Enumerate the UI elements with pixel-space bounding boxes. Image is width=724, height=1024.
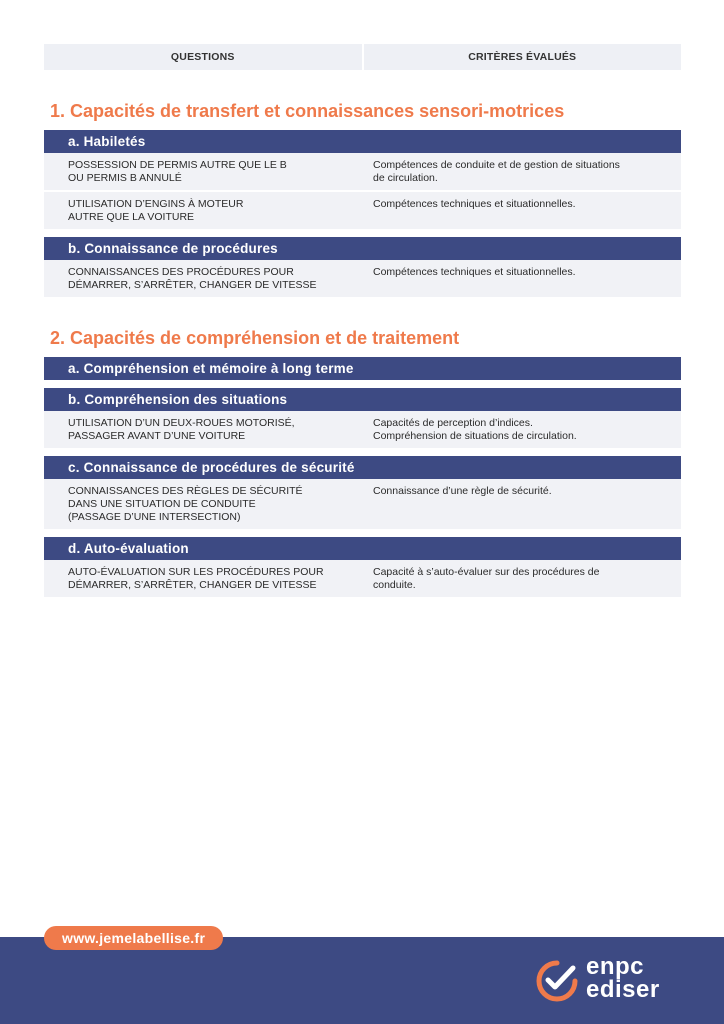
- document-content: [44, 44, 681, 597]
- criteria-cell: Compétences techniques et situationnelles.: [373, 266, 576, 278]
- subsection-header: b. Connaissance de procédures: [44, 237, 681, 260]
- criteria-cell: Connaissance d’une règle de sécurité.: [373, 485, 552, 497]
- subsection-situations: [44, 388, 681, 448]
- table-row: [44, 411, 681, 448]
- question-cell: POSSESSION DE PERMIS AUTRE QUE LE B OU PERMIS B ANNULÉ: [68, 159, 287, 184]
- enpc-ediser-logo: [534, 955, 684, 1007]
- table-row: [44, 190, 681, 229]
- logo-wordmark: [586, 955, 660, 1001]
- subsection-rows: [44, 153, 681, 229]
- table-column-header: [44, 44, 681, 70]
- logo-line-1: enpc: [586, 953, 645, 980]
- website-link[interactable]: www.jemelabellise.fr: [44, 926, 223, 950]
- subsection-securite: [44, 456, 681, 529]
- question-cell: UTILISATION D’ENGINS À MOTEUR AUTRE QUE LA VOITURE: [68, 198, 244, 223]
- subsection-habiletes: [44, 130, 681, 229]
- subsection-header: c. Connaissance de procédures de sécurité: [44, 456, 681, 479]
- criteria-cell: Compétences de conduite et de gestion de situations de circulation.: [373, 159, 620, 184]
- question-cell: CONNAISSANCES DES RÈGLES DE SÉCURITÉ DANS UNE SITUATION DE CONDUITE (PASSAGE D’UNE INTERSECTION): [68, 485, 303, 523]
- subsection-header: a. Habiletés: [44, 130, 681, 153]
- table-row: [44, 560, 681, 597]
- subsection-header: b. Compréhension des situations: [44, 388, 681, 411]
- subsection-header: d. Auto-évaluation: [44, 537, 681, 560]
- table-row: [44, 479, 681, 529]
- subsection-rows: [44, 411, 681, 448]
- subsection-rows: [44, 260, 681, 297]
- logo-line-2: ediser: [586, 976, 660, 1003]
- criteria-cell: Compétences techniques et situationnelles.: [373, 198, 576, 210]
- subsection-memoire: [44, 357, 681, 380]
- section-1: [44, 100, 681, 297]
- check-circle-icon: [534, 958, 580, 1004]
- question-cell: UTILISATION D’UN DEUX-ROUES MOTORISÉ, PASSAGER AVANT D’UNE VOITURE: [68, 417, 295, 442]
- table-row: [44, 260, 681, 297]
- section-title: 1. Capacités de transfert et connaissances sensori-motrices: [50, 101, 565, 121]
- criteria-cell: Capacités de perception d’indices. Compréhension de situations de circulation.: [373, 417, 577, 442]
- subsection-auto-evaluation: [44, 537, 681, 597]
- subsection-rows: [44, 560, 681, 597]
- criteria-cell: Capacité à s’auto-évaluer sur des procédures de conduite.: [373, 566, 600, 591]
- section-2: [44, 327, 681, 597]
- question-cell: CONNAISSANCES DES PROCÉDURES POUR DÉMARRER, S’ARRÊTER, CHANGER DE VITESSE: [68, 266, 317, 291]
- column-criteria: CRITÈRES ÉVALUÉS: [364, 44, 682, 70]
- subsection-rows: [44, 479, 681, 529]
- section-title: 2. Capacités de compréhension et de traitement: [50, 328, 460, 348]
- subsection-procedures: [44, 237, 681, 297]
- subsection-header: a. Compréhension et mémoire à long terme: [44, 357, 681, 380]
- column-questions: QUESTIONS: [44, 44, 362, 70]
- table-row: [44, 153, 681, 190]
- question-cell: AUTO-ÉVALUATION SUR LES PROCÉDURES POUR DÉMARRER, S’ARRÊTER, CHANGER DE VITESSE: [68, 566, 324, 591]
